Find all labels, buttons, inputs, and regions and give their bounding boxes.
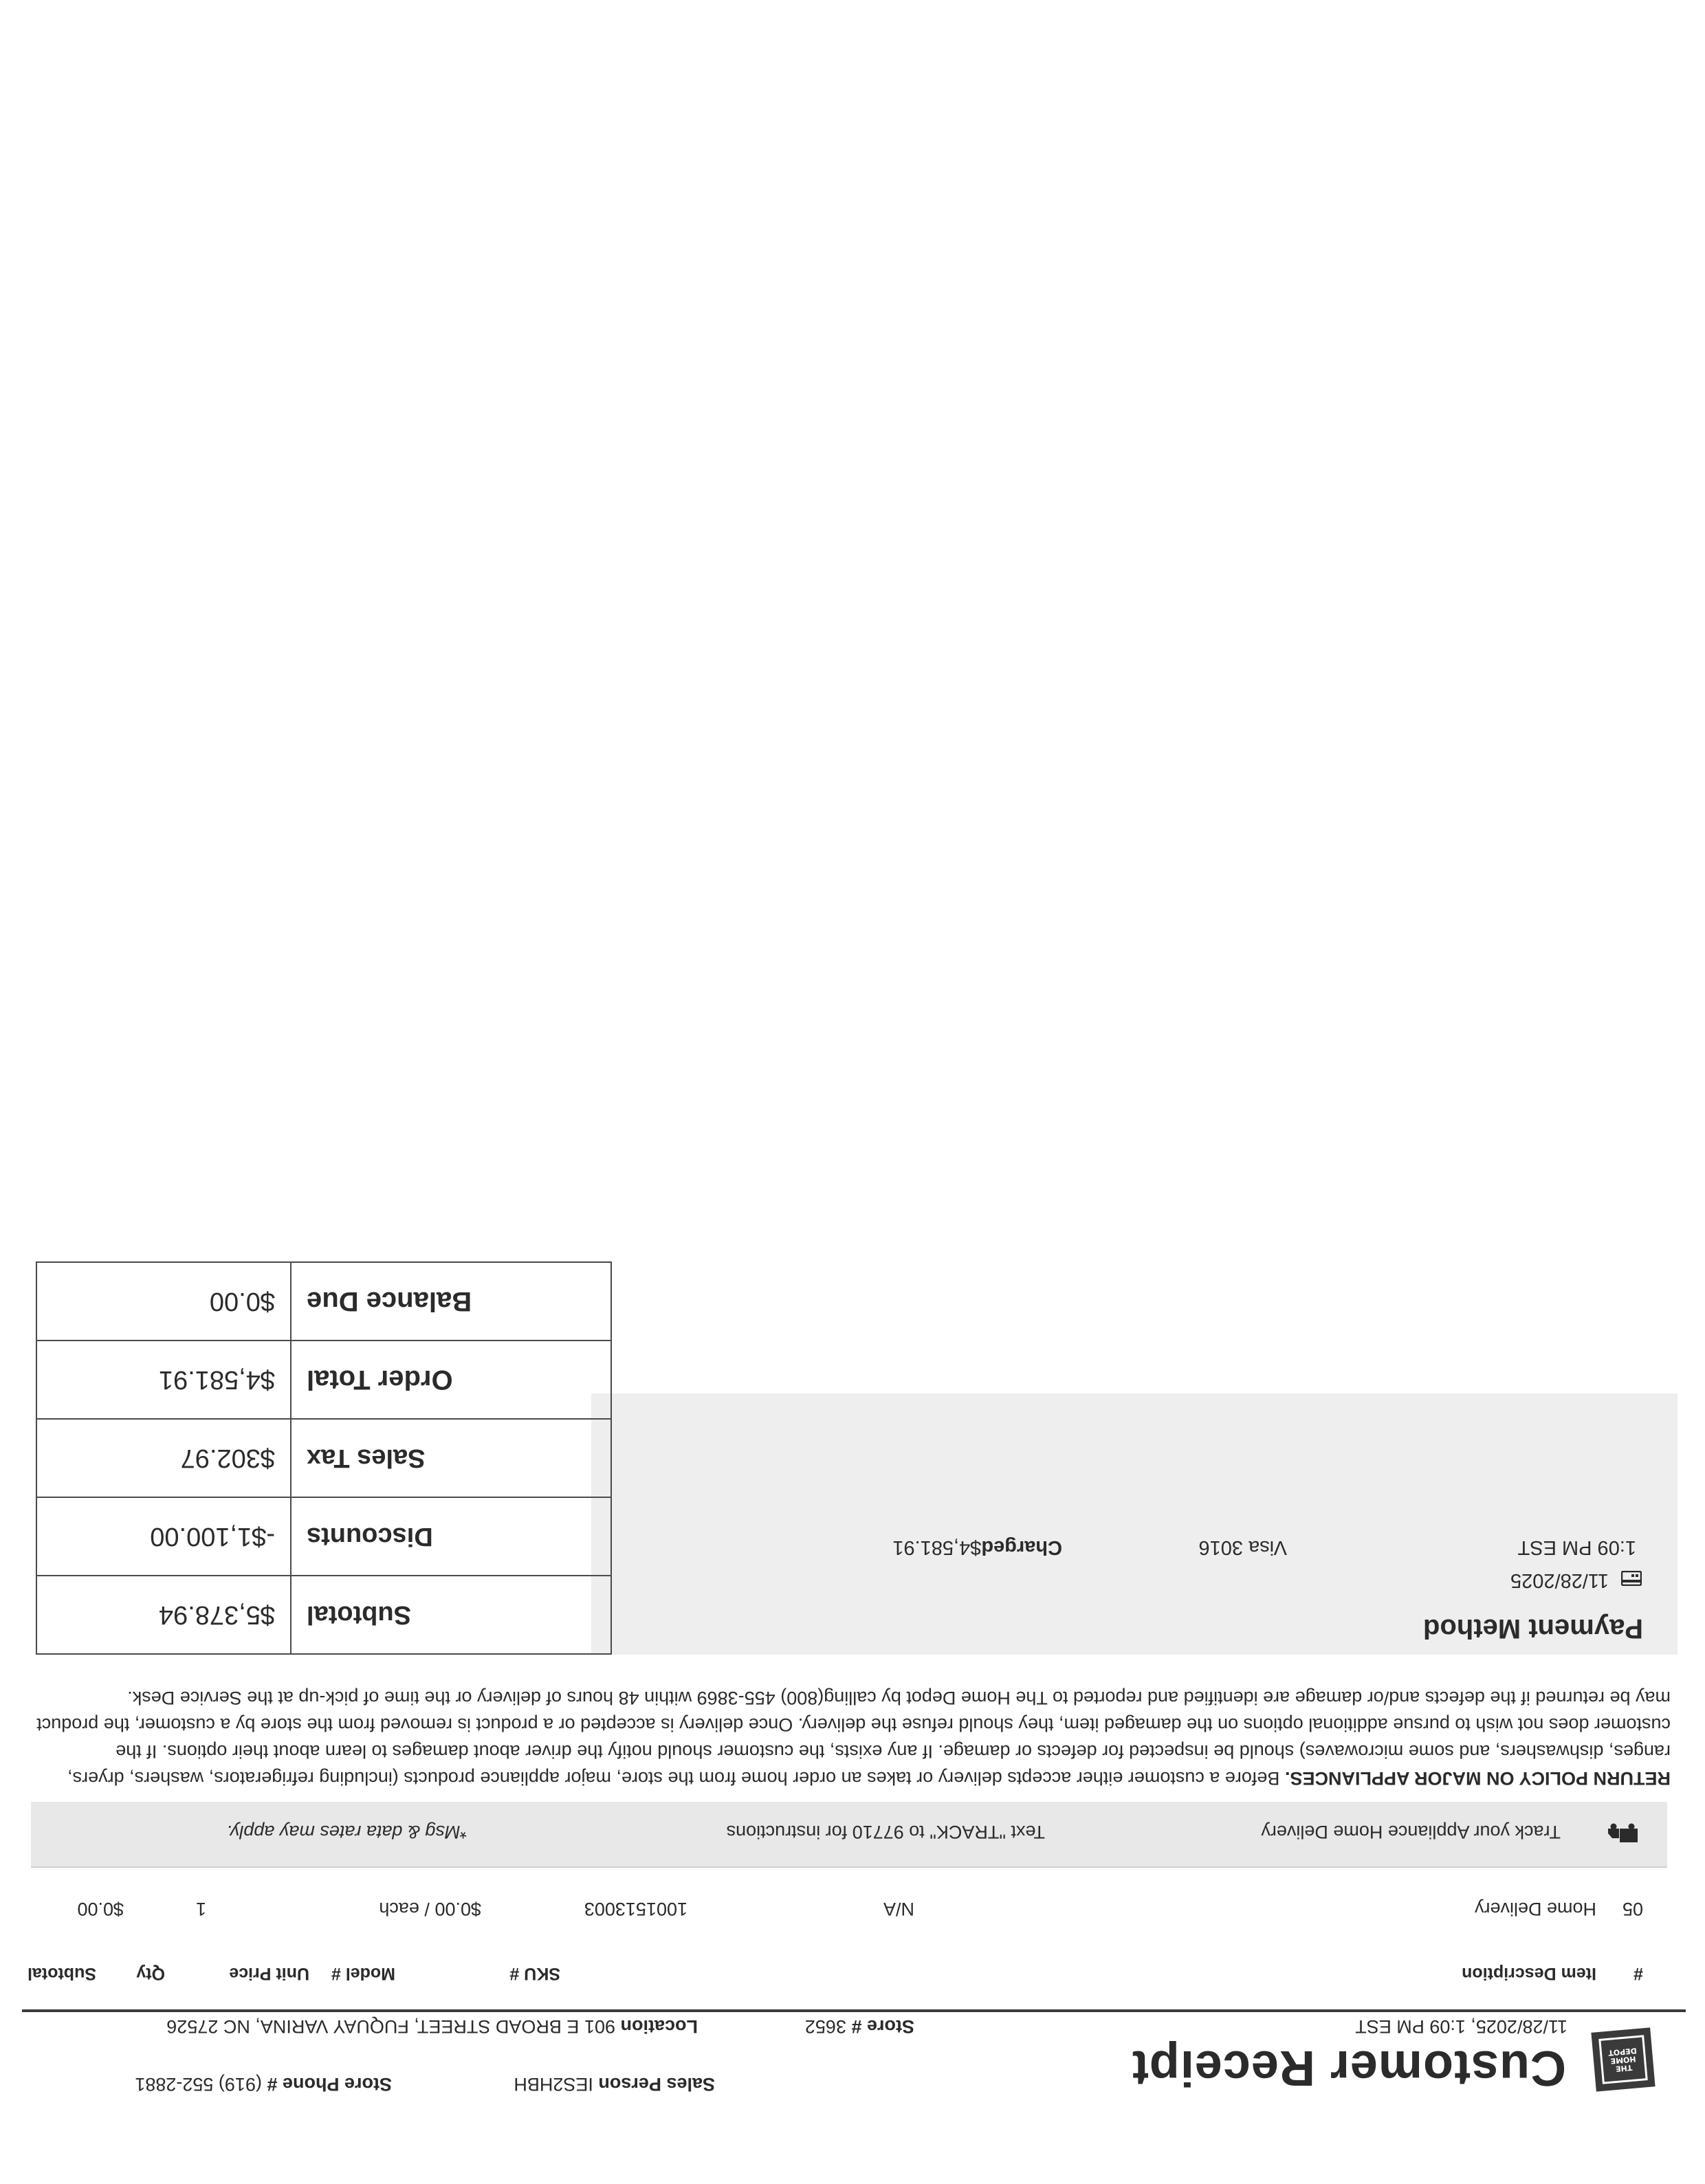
return-policy-body: Before a customer either accepts delivery or takes an order home from the store, major appliance products (including refrigerators, washers, dryers, ranges, dishwashers, and some microwaves) should be inspected for defects or damage. If any exists, the customer should notify the driver about damages to learn about their options. If the customer does not wish to pursue additional options on the damaged item, they should refuse the delivery. Once delivery is accepted or a product is removed from the store by a customer, the product may be returned if the defects and/or damage are identified and reported to The Home Depot by calling(800) 455-3869 within 48 hours of delivery or the time of pick-up at the Service Desk. <box>36 1688 1671 1789</box>
totals-table <box>36 1261 612 1655</box>
subtotal-label: Subtotal <box>291 1576 611 1654</box>
truck-icon <box>1607 1823 1638 1844</box>
subtotal-value: $5,378.94 <box>36 1576 291 1654</box>
item-qty: 1 <box>195 1899 206 1919</box>
totals-row-discounts <box>36 1497 611 1576</box>
payment-time: 1:09 PM EST <box>1517 1536 1636 1558</box>
balance-due-value: $0.00 <box>36 1262 291 1341</box>
column-header-subtotal: Subtotal <box>28 1964 96 1983</box>
item-subtotal: $0.00 <box>77 1899 124 1919</box>
column-header-qty: Qty <box>136 1964 165 1983</box>
store-location: Location 901 E BROAD STREET, FUQUAY VARINA, NC 27526 <box>166 2016 698 2037</box>
return-policy <box>34 1684 1671 1791</box>
totals-row-balance-due <box>36 1262 611 1341</box>
payment-date: 11/28/2025 <box>1510 1569 1609 1591</box>
order-total-value: $4,581.91 <box>36 1341 291 1419</box>
item-sku: 1001513003 <box>584 1899 688 1919</box>
column-header-sku: SKU # <box>509 1964 560 1983</box>
item-number: 05 <box>1622 1899 1643 1919</box>
column-header-model: Model # <box>331 1964 395 1983</box>
discounts-value: -$1,100.00 <box>36 1497 291 1576</box>
balance-due-label: Balance Due <box>291 1262 611 1341</box>
order-total-label: Order Total <box>291 1341 611 1419</box>
item-model: N/A <box>883 1899 914 1919</box>
sales-tax-label: Sales Tax <box>291 1419 611 1497</box>
column-header-unit-price: Unit Price <box>229 1964 309 1983</box>
totals-row-sales-tax <box>36 1419 611 1497</box>
receipt-datetime: 11/28/2025, 1:09 PM EST <box>1355 2016 1568 2037</box>
column-header-number: # <box>1634 1964 1643 1983</box>
item-unit-price: $0.00 / each <box>379 1899 481 1919</box>
payment-charged: Charged$4,581.91 <box>892 1536 1062 1558</box>
credit-card-icon <box>1621 1571 1642 1586</box>
sales-tax-value: $302.97 <box>36 1419 291 1497</box>
tracking-label: Track your Appliance Home Delivery <box>1261 1822 1561 1842</box>
tracking-rates-note: *Msg & data rates may apply. <box>226 1822 468 1842</box>
tracking-instructions: Text "TRACK" to 97710 for instructions <box>726 1822 1045 1842</box>
item-description: Home Delivery <box>1474 1899 1596 1919</box>
sales-person: Sales Person IES2HBH <box>514 2074 715 2095</box>
home-depot-logo: THE HOME DEPOT <box>1591 2027 1655 2091</box>
column-header-description: Item Description <box>1462 1964 1596 1983</box>
payment-card: Visa 3016 <box>1198 1536 1287 1558</box>
page-title: Customer Receipt <box>1131 2040 1566 2095</box>
header-divider <box>22 2009 1686 2012</box>
totals-row-order-total <box>36 1341 611 1419</box>
store-number: Store # 3652 <box>804 2016 914 2037</box>
discounts-label: Discounts <box>291 1497 611 1576</box>
store-phone: Store Phone # (919) 552-2881 <box>135 2074 392 2095</box>
totals-row-subtotal <box>36 1576 611 1654</box>
payment-method-title: Payment Method <box>1422 1613 1643 1644</box>
return-policy-heading: RETURN POLICY ON MAJOR APPLIANCES. <box>1284 1768 1671 1789</box>
